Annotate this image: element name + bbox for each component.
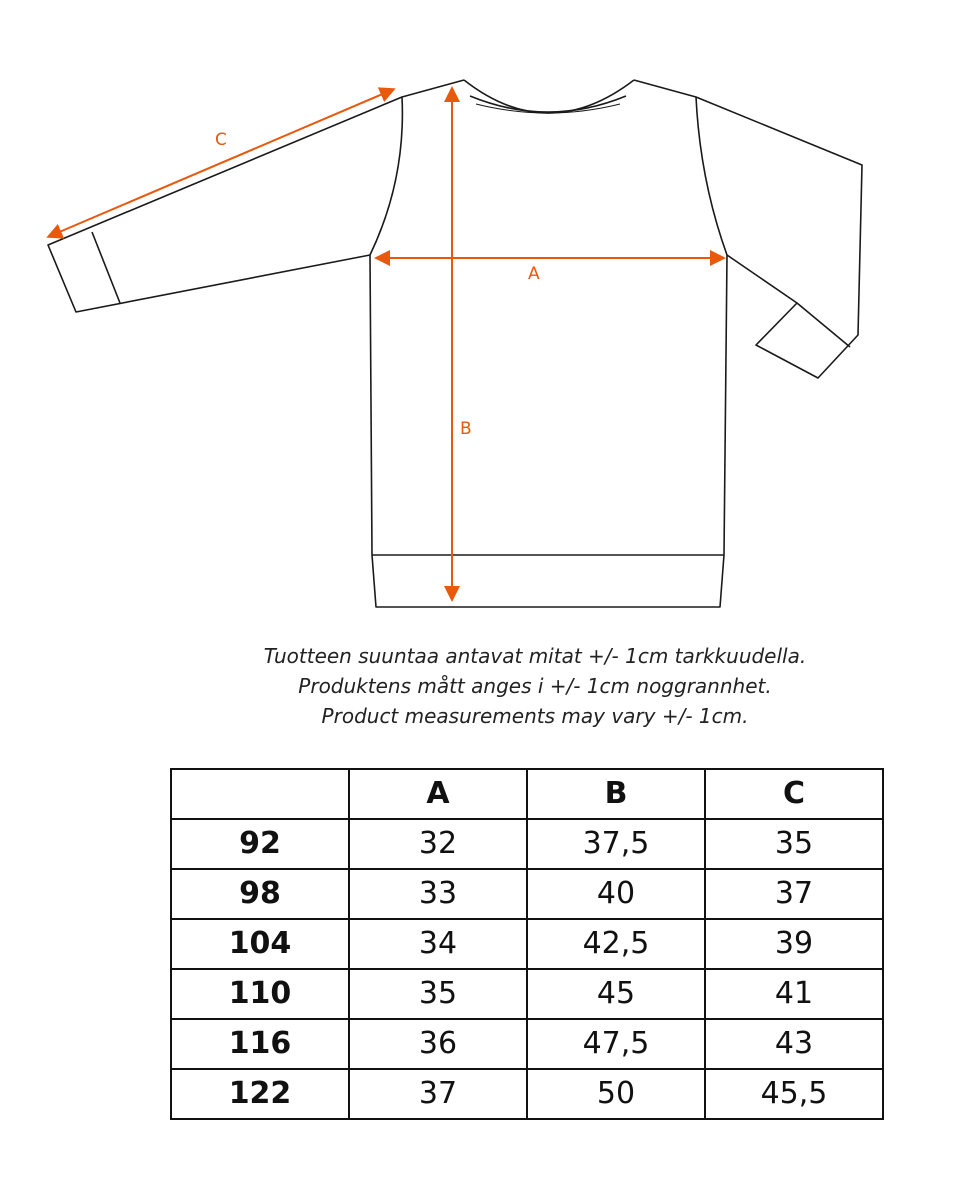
note-swedish: Produktens mått anges i +/- 1cm noggrannhet. — [298, 674, 772, 698]
size-cell: 110 — [171, 969, 349, 1019]
dimension-b-label: B — [460, 419, 472, 439]
size-table — [170, 768, 884, 1120]
size-cell: 98 — [171, 869, 349, 919]
value-cell: 37 — [705, 869, 883, 919]
value-cell: 37,5 — [527, 819, 705, 869]
value-cell: 32 — [349, 819, 527, 869]
header-size — [171, 769, 349, 819]
table-row — [171, 869, 883, 919]
header-c: C — [705, 769, 883, 819]
value-cell: 45 — [527, 969, 705, 1019]
dimension-c-arrow — [50, 90, 392, 236]
value-cell: 41 — [705, 969, 883, 1019]
header-b: B — [527, 769, 705, 819]
note-finnish: Tuotteen suuntaa antavat mitat +/- 1cm tarkkuudella. — [263, 644, 807, 668]
value-cell: 42,5 — [527, 919, 705, 969]
dimension-a-label: A — [528, 264, 540, 284]
table-row — [171, 919, 883, 969]
value-cell: 33 — [349, 869, 527, 919]
left-cuff-line — [92, 232, 120, 303]
table-row — [171, 1019, 883, 1069]
value-cell: 34 — [349, 919, 527, 969]
table-row — [171, 1069, 883, 1119]
size-table-header-row — [171, 769, 883, 819]
note-english: Product measurements may vary +/- 1cm. — [321, 704, 749, 728]
value-cell: 36 — [349, 1019, 527, 1069]
collar-outline — [464, 80, 634, 113]
header-a: A — [349, 769, 527, 819]
sweatshirt-body-outline — [370, 80, 727, 607]
value-cell: 47,5 — [527, 1019, 705, 1069]
size-cell: 116 — [171, 1019, 349, 1069]
value-cell: 35 — [349, 969, 527, 1019]
dimension-c-label: C — [215, 130, 227, 150]
table-row — [171, 819, 883, 869]
value-cell: 45,5 — [705, 1069, 883, 1119]
size-cell: 104 — [171, 919, 349, 969]
table-row — [171, 969, 883, 1019]
size-cell: 122 — [171, 1069, 349, 1119]
value-cell: 35 — [705, 819, 883, 869]
value-cell: 43 — [705, 1019, 883, 1069]
value-cell: 50 — [527, 1069, 705, 1119]
value-cell: 37 — [349, 1069, 527, 1119]
size-cell: 92 — [171, 819, 349, 869]
right-cuff-line — [797, 303, 850, 347]
value-cell: 40 — [527, 869, 705, 919]
value-cell: 39 — [705, 919, 883, 969]
